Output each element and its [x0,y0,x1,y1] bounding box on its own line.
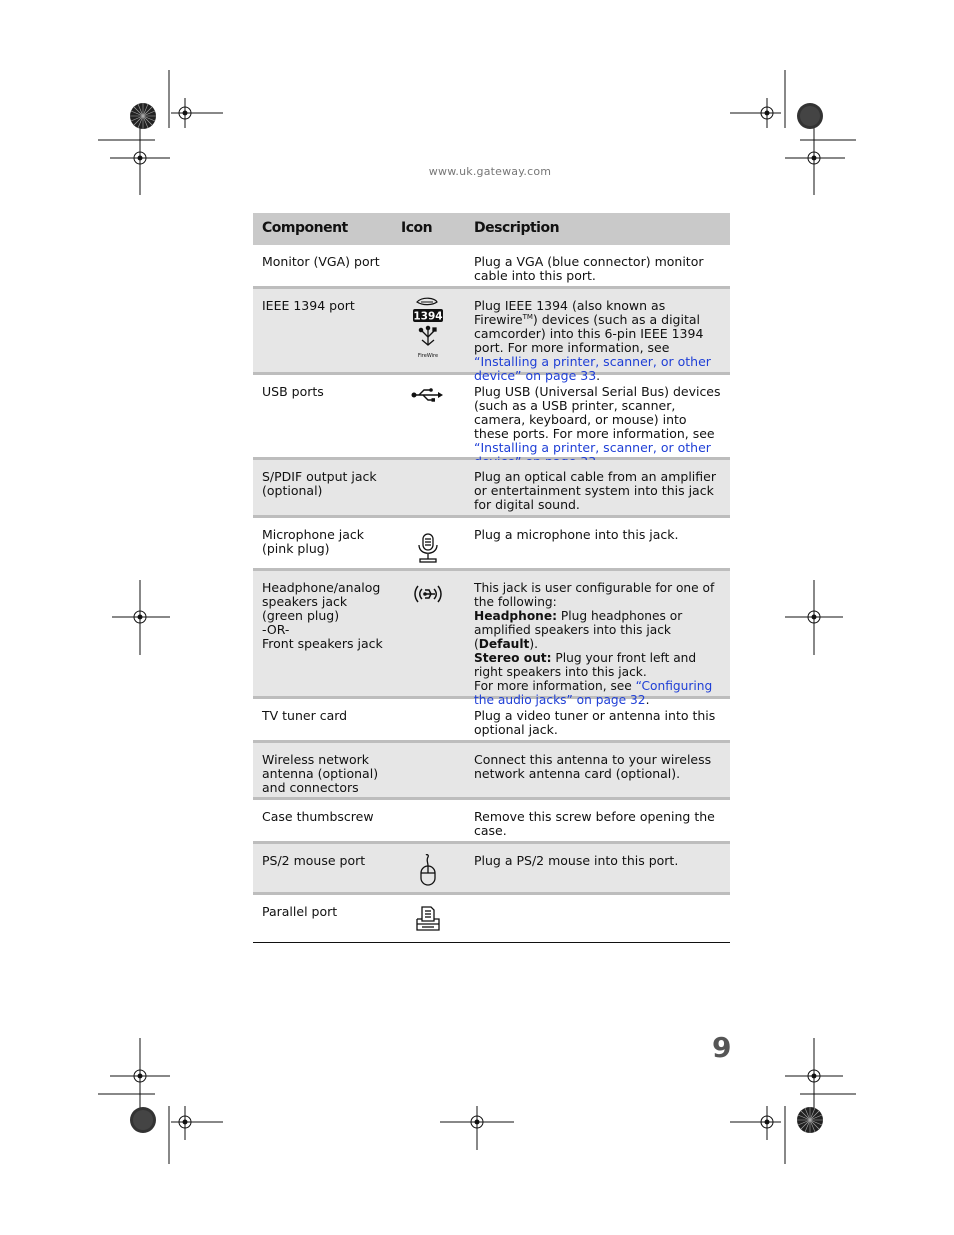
link-installing-printer[interactable]: “Installing a printer, scanner, or other device” on page 33 [474,354,711,383]
table-row [253,375,730,460]
component-name: USB ports [262,384,324,399]
table-row [253,245,730,289]
component-description: Plug an optical cable from an amplifier or entertainment system into this jack for digital sound. [474,469,716,512]
components-table [253,213,730,943]
headphone-icon [413,582,473,609]
component-description: Plug a video tuner or antenna into this optional jack. [474,708,716,737]
header-icon: Icon [401,220,433,236]
table-row [253,800,730,844]
table-row [253,699,730,743]
header-url: www.uk.gateway.com [428,165,552,178]
component-name: PS/2 mouse port [262,853,366,868]
header-description: Description [474,220,560,236]
table-row [253,518,730,571]
component-name: Monitor (VGA) port [262,254,380,269]
firewire-1394-icon [411,297,471,362]
component-description: Plug a PS/2 mouse into this port. [474,853,679,868]
ps2-mouse-icon [418,854,478,891]
microphone-icon [416,532,476,567]
table-row [253,460,730,518]
link-configuring-audio-jacks[interactable]: “Configuring the audio jacks” on page 32 [474,679,713,707]
table-row [253,571,730,707]
component-name: Wireless network antenna (optional) and connectors [262,752,379,795]
component-name: IEEE 1394 port [262,298,355,313]
parallel-printer-icon [414,905,474,936]
table-row [253,289,730,383]
table-row [253,895,730,943]
component-description: This jack is user configurable for one of the following: Headphone: Plug headphones or amplified speakers into this jack (Default). Stereo out: Plug your front left and right speakers into this jack. For more information, see “Configuring the audio jacks” on page 32. [474,581,715,707]
component-description: Connect this antenna to your wireless network antenna card (optional). [474,752,712,781]
component-description: Plug a microphone into this jack. [474,527,679,542]
component-name: Parallel port [262,904,338,919]
component-name: Case thumbscrew [262,809,374,824]
table-row [253,844,730,895]
component-description: Plug USB (Universal Serial Bus) devices (such as a USB printer, scanner, camera, keyboard, or mouse) into these ports. For more information, see “Installing a printer, scanner, or other [474,385,724,469]
svg-text:1394: 1394 [413,310,443,323]
component-name: Headphone/analog speakers jack (green plug) -OR- Front speakers jack [262,580,383,651]
header-component: Component [262,220,348,236]
link-installing-printer[interactable]: “Installing a printer, scanner, or other [474,440,711,455]
table-row [253,743,730,800]
component-name: TV tuner card [262,708,348,723]
page-number: 9 [712,1031,732,1064]
component-description: Plug a VGA (blue connector) monitor cable into this port. [474,254,704,283]
usb-icon [411,387,471,406]
svg-text:FireWire: FireWire [417,353,439,359]
table-header [253,213,730,245]
component-name: S/PDIF output jack (optional) [262,469,377,498]
component-description: Plug IEEE 1394 (also known as Firewire™) devices (such as a digital camcorder) into this 6-pin IEEE 1394 port. For more information, see “Installing a printer, scanner, or other device” on page 33. [474,298,711,383]
component-name: Microphone jack (pink plug) [262,527,364,556]
component-description: Remove this screw before opening the case. [474,809,715,838]
